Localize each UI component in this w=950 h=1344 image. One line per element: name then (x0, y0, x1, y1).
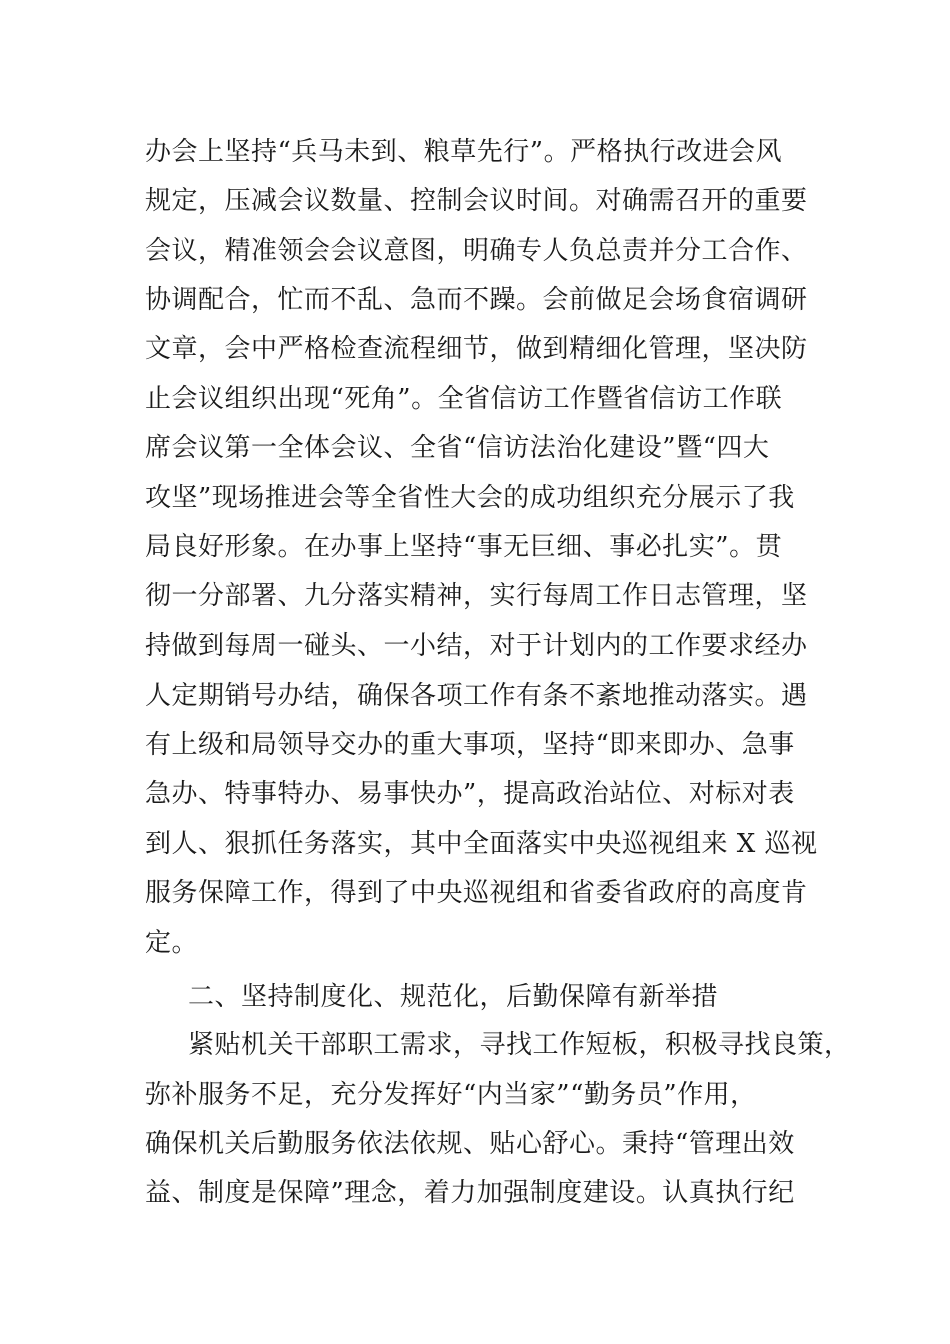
paragraph-line: 攻坚”现场推进会等全省性大会的成功组织充分展示了我 (145, 483, 795, 513)
paragraph-line: 文章，会中严格检查流程细节，做到精细化管理，坚决防 (145, 334, 808, 364)
paragraph-line: 规定，压减会议数量、控制会议时间。对确需召开的重要 (145, 186, 808, 216)
paragraph-line: 局良好形象。在办事上坚持“事无巨细、事必扎实”。贯 (145, 532, 783, 562)
paragraph-line: 益、制度是保障”理念，着力加强制度建设。认真执行纪 (145, 1178, 795, 1208)
paragraph-line: 到人、狠抓任务落实，其中全面落实中央巡视组来 X 巡视 (145, 829, 818, 859)
paragraph-line: 急办、特事特办、易事快办”，提高政治站位、对标对表 (145, 779, 795, 809)
paragraph-line: 持做到每周一碰头、一小结，对于计划内的工作要求经办 (145, 631, 808, 661)
paragraph-line: 紧贴机关干部职工需求，寻找工作短板，积极寻找良策， (188, 1030, 851, 1060)
paragraph-line: 协调配合，忙而不乱、急而不躁。会前做足会场食宿调研 (145, 285, 808, 315)
paragraph-line: 彻一分部署、九分落实精神，实行每周工作日志管理，坚 (145, 581, 808, 611)
paragraph-line: 有上级和局领导交办的重大事项，坚持“即来即办、急事 (145, 730, 795, 760)
paragraph-line: 止会议组织出现“死角”。全省信访工作暨省信访工作联 (145, 384, 783, 414)
paragraph-line: 定。 (145, 928, 199, 958)
paragraph-line: 会议，精准领会会议意图，明确专人负总责并分工合作、 (145, 236, 808, 266)
paragraph-line: 席会议第一全体会议、全省“信访法治化建设”暨“四大 (145, 433, 770, 463)
paragraph-line: 办会上坚持“兵马未到、粮草先行”。严格执行改进会风 (145, 137, 783, 167)
paragraph-line: 服务保障工作，得到了中央巡视组和省委省政府的高度肯 (145, 878, 808, 908)
section-heading: 二、坚持制度化、规范化，后勤保障有新举措 (188, 982, 719, 1012)
paragraph-line: 确保机关后勤服务依法依规、贴心舒心。秉持“管理出效 (145, 1129, 795, 1159)
paragraph-line: 人定期销号办结，确保各项工作有条不紊地推动落实。遇 (145, 681, 808, 711)
paragraph-line: 弥补服务不足，充分发挥好“内当家”“勤务员”作用， (145, 1080, 757, 1110)
